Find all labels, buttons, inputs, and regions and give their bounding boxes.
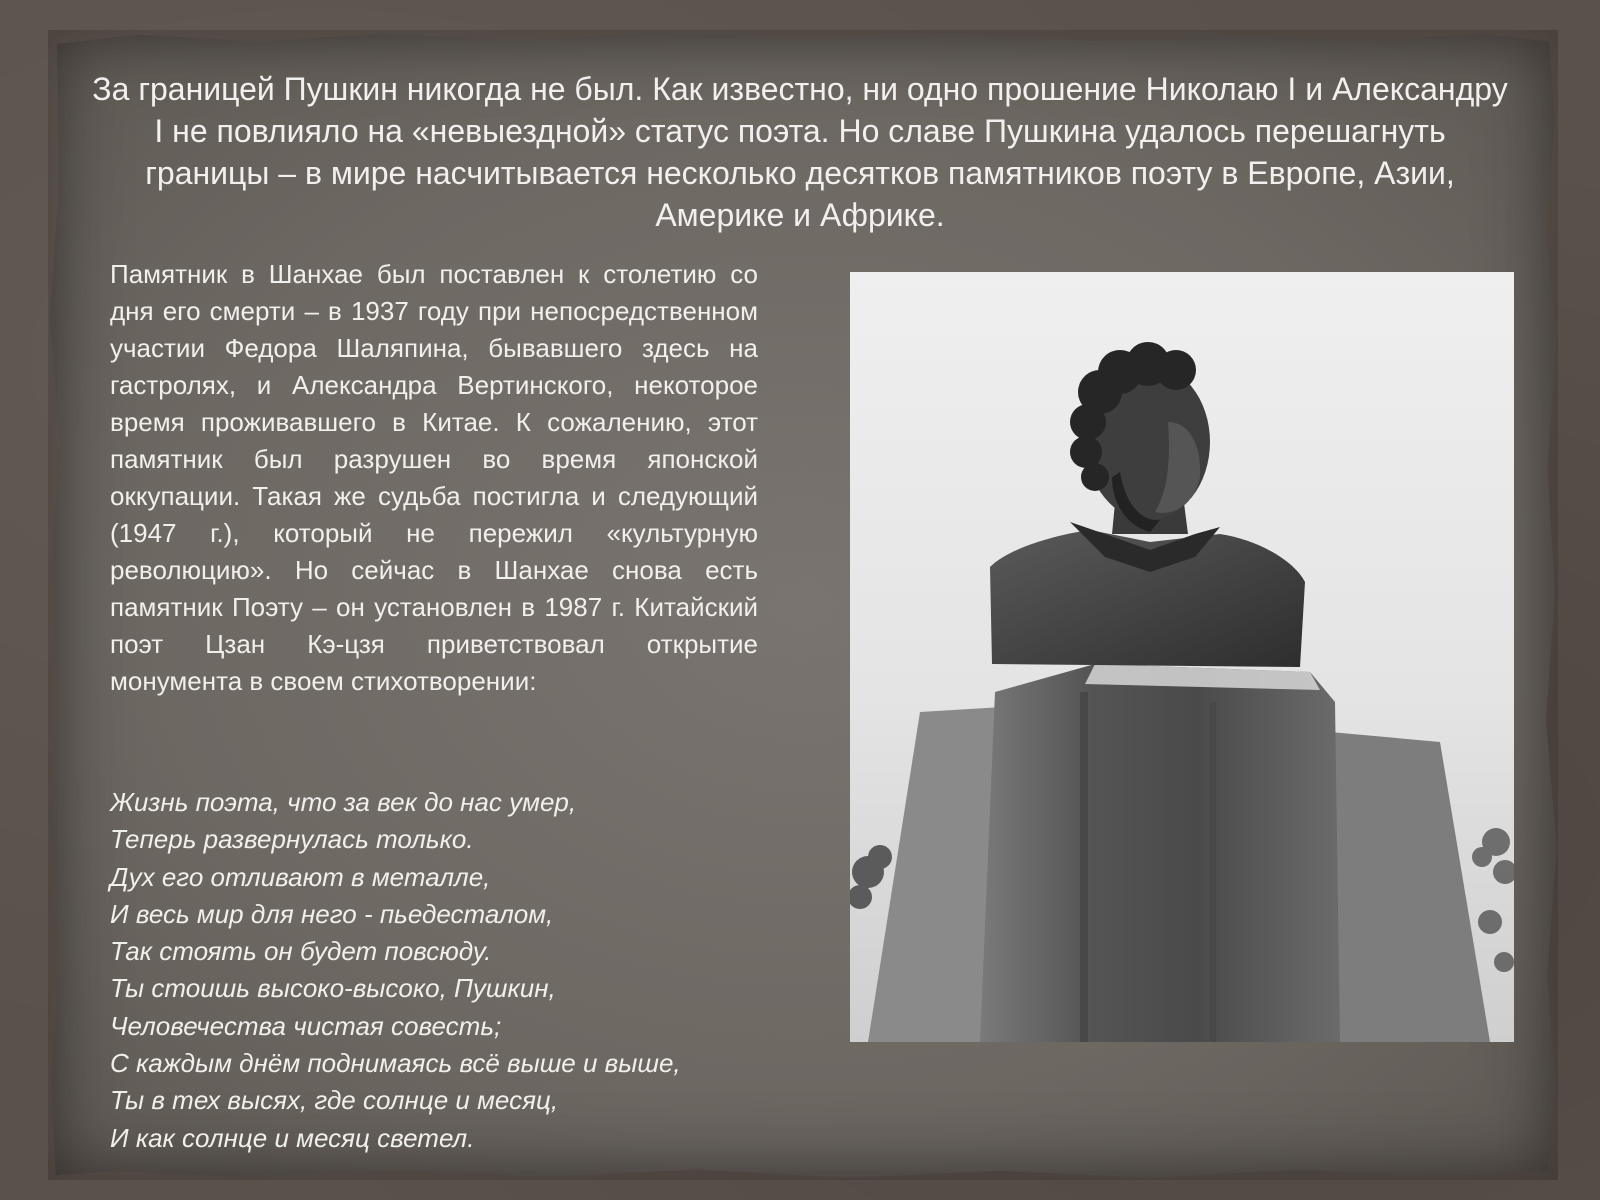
- body-paragraph: Памятник в Шанхае был поставлен к столетию со дня его смерти – в 1937 году при непосредственном участии Федора Шаляпина, бывавшего здесь на гастролях, и Александра Вертинского, некоторое время проживавшего в Китае. К сожалению, этот памятник был разрушен во время японской оккупации. Такая же судьба постигла и следующий (1947 г.), который не пережил «культурную революцию». Но сейчас в Шанхае снова есть памятник Поэту – он установлен в 1987 г. Китайский поэт Цзан Кэ-цзя приветствовал открытие монумента в своем стихотворении:: [110, 259, 758, 696]
- tree-right: [1472, 828, 1514, 972]
- poem-line: Человечества чистая совесть;: [110, 1010, 502, 1041]
- pedestal-side: [1320, 732, 1490, 1042]
- monument-illustration: [850, 272, 1514, 1042]
- poem-line: Так стоять он будет повсюду.: [110, 936, 492, 967]
- pushkin-monument-photo: [850, 272, 1514, 1042]
- poem-line: Ты в тех высях, где солнце и месяц,: [110, 1085, 559, 1116]
- poem-line: Дух его отливают в металле,: [110, 861, 491, 892]
- tree-left: [850, 845, 892, 909]
- poem-line: И весь мир для него - пьедесталом,: [110, 898, 554, 929]
- poem-line: Жизнь поэта, что за век до нас умер,: [110, 787, 577, 817]
- poem: [110, 784, 830, 1157]
- poem-line: С каждым днём поднимаясь всё выше и выше,: [110, 1048, 681, 1079]
- pedestal: [980, 664, 1340, 1042]
- poem-line: Ты стоишь высоко-высоко, Пушкин,: [110, 973, 556, 1004]
- poem-line: И как солнце и месяц светел.: [110, 1122, 475, 1153]
- intro-paragraph: За границей Пушкин никогда не был. Как известно, ни одно прошение Николаю I и Александру I не повлияло на «невыездной» статус поэта. Но славе Пушкина удалось перешагнуть границы – в мире насчитывается несколько десятков памятников поэту в Европе, Азии, Америке и Африке.: [92, 71, 1508, 233]
- poem-line: Теперь развернулась только.: [110, 824, 474, 855]
